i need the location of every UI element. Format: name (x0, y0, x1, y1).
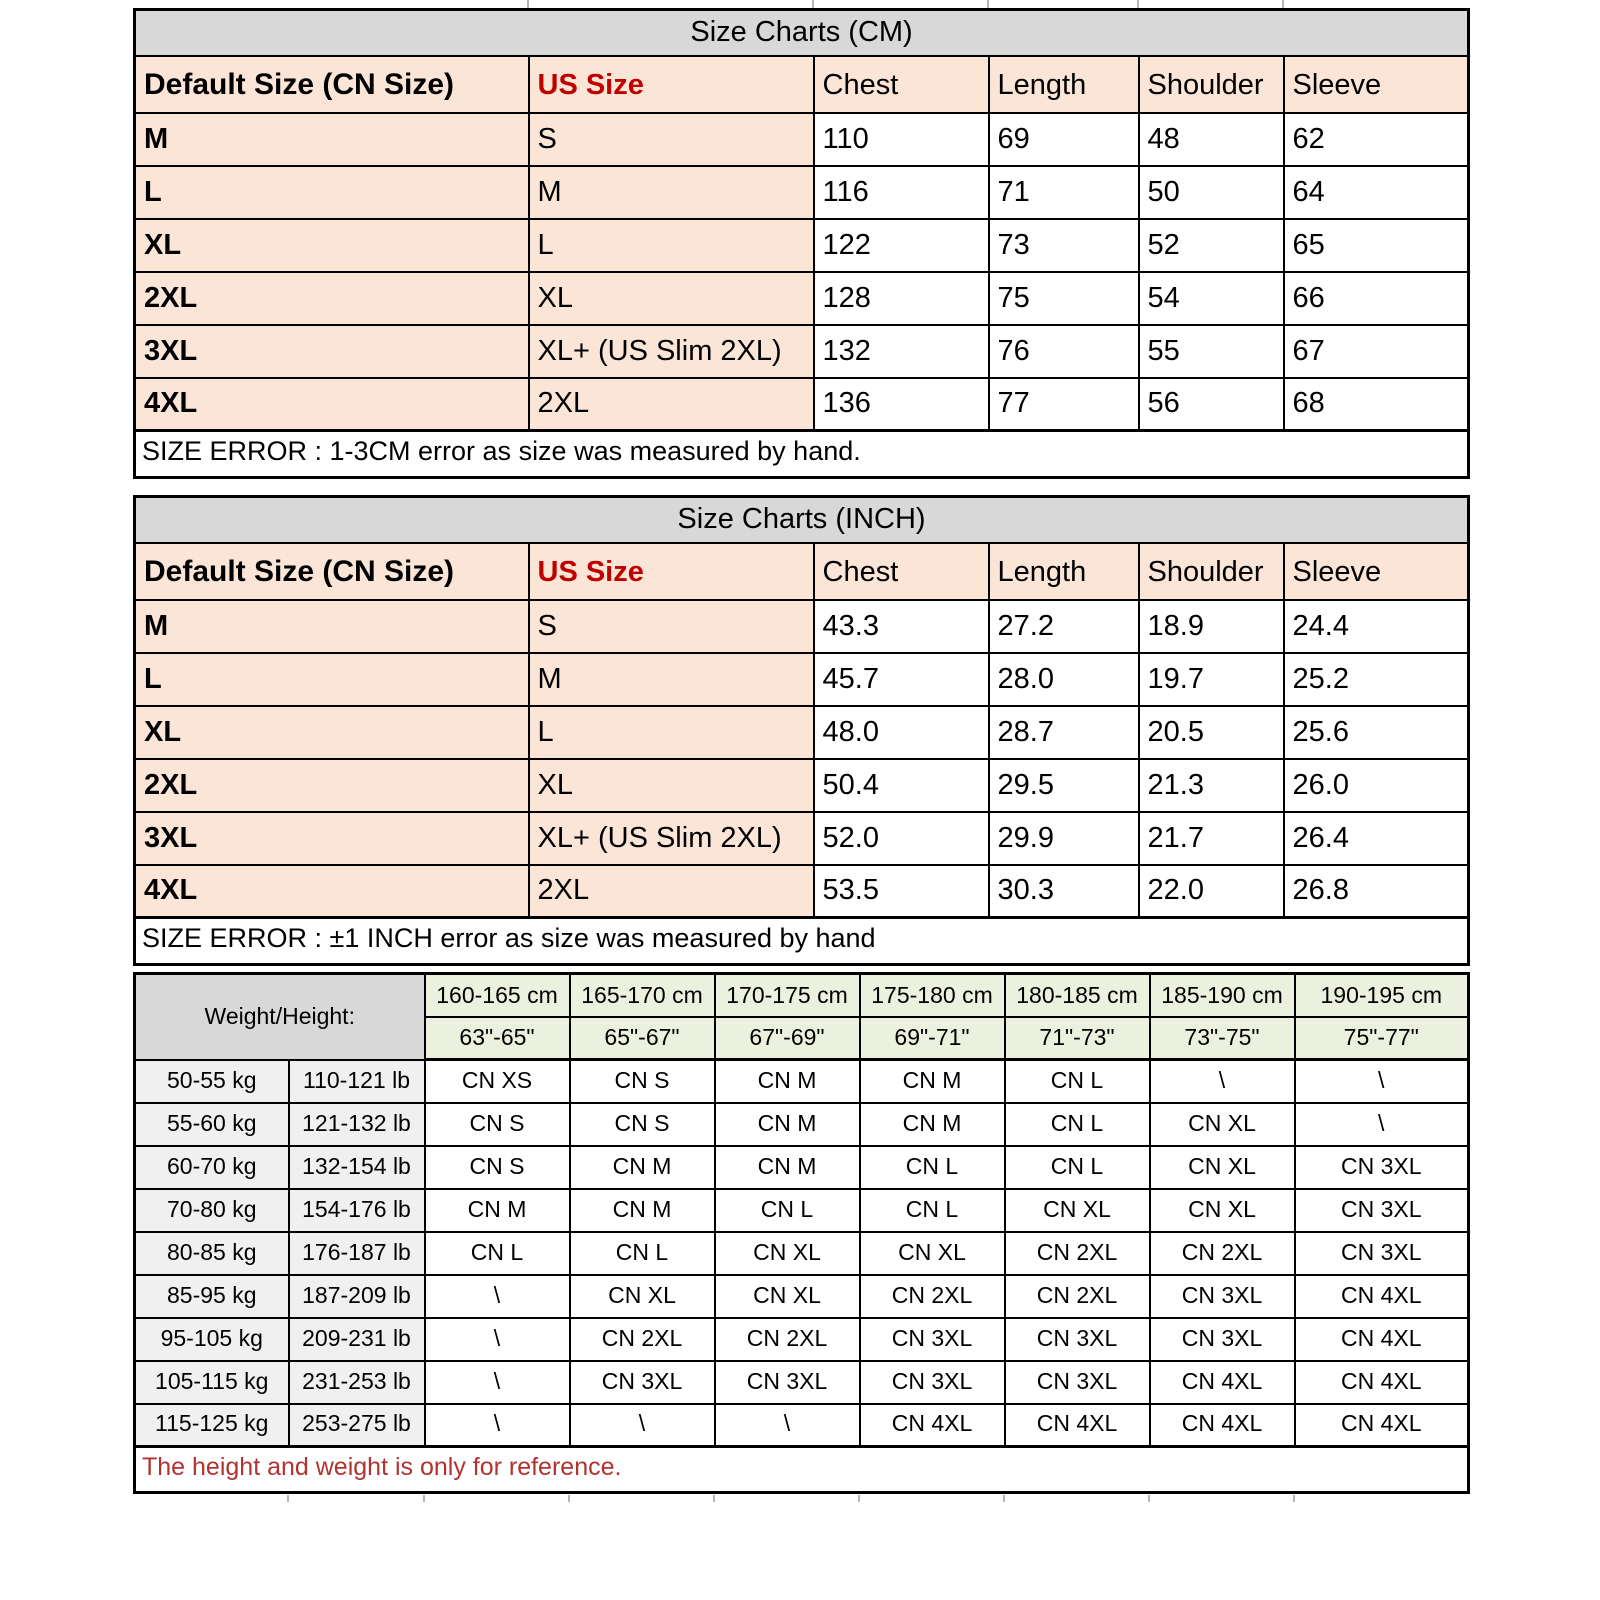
gridline-stub (812, 0, 814, 8)
weight-kg-cell: 50-55 kg (135, 1060, 289, 1103)
cn-size-cell: 3XL (135, 325, 529, 378)
us-size-cell: 2XL (529, 865, 814, 918)
cn-size-cell: XL (135, 219, 529, 272)
cn-size-cell: L (135, 653, 529, 706)
cn-size-cell: L (135, 166, 529, 219)
fit-size-cell: CN M (715, 1060, 860, 1103)
gridline-stub (1293, 1495, 1295, 1502)
table-row (135, 1060, 1469, 1103)
fit-size-cell: CN S (570, 1103, 715, 1146)
column-header-length: Length (989, 543, 1139, 600)
size-error-note: SIZE ERROR : 1-3CM error as size was measured by hand. (135, 431, 1469, 478)
chest-cell: 53.5 (814, 865, 989, 918)
column-header-sleeve: Sleeve (1284, 543, 1469, 600)
fit-size-cell: CN L (860, 1146, 1005, 1189)
table-row (135, 653, 1469, 706)
us-size-cell: XL (529, 759, 814, 812)
fit-size-cell: CN S (570, 1060, 715, 1103)
cn-size-cell: XL (135, 706, 529, 759)
us-size-cell: M (529, 653, 814, 706)
fit-size-cell: CN XL (1150, 1103, 1295, 1146)
height-cm-header: 165-170 cm (570, 974, 715, 1017)
weight-lb-cell: 154-176 lb (289, 1189, 425, 1232)
sleeve-cell: 24.4 (1284, 600, 1469, 653)
chest-cell: 50.4 (814, 759, 989, 812)
fit-size-cell: CN L (1005, 1103, 1150, 1146)
us-size-cell: 2XL (529, 378, 814, 431)
chest-cell: 43.3 (814, 600, 989, 653)
sleeve-cell: 26.0 (1284, 759, 1469, 812)
fit-size-cell: \ (425, 1275, 570, 1318)
gridline-stub (987, 0, 989, 8)
table-row (135, 1361, 1469, 1404)
height-inch-header: 67"-69" (715, 1017, 860, 1060)
gridline-stubs-top (133, 0, 1467, 8)
cn-size-cell: 3XL (135, 812, 529, 865)
height-inch-header: 73"-75" (1150, 1017, 1295, 1060)
shoulder-cell: 22.0 (1139, 865, 1284, 918)
fit-size-cell: CN L (715, 1189, 860, 1232)
cn-size-cell: 2XL (135, 272, 529, 325)
weight-lb-cell: 187-209 lb (289, 1275, 425, 1318)
table-note-row (135, 431, 1469, 478)
fit-size-cell: CN S (425, 1146, 570, 1189)
shoulder-cell: 52 (1139, 219, 1284, 272)
fit-size-cell: CN XL (1150, 1189, 1295, 1232)
table-title-row (135, 10, 1469, 56)
length-cell: 30.3 (989, 865, 1139, 918)
fit-size-cell: CN XL (860, 1232, 1005, 1275)
fit-size-cell: CN 3XL (1005, 1361, 1150, 1404)
table-row (135, 1404, 1469, 1447)
sleeve-cell: 26.4 (1284, 812, 1469, 865)
sleeve-cell: 66 (1284, 272, 1469, 325)
fit-size-cell: CN M (570, 1146, 715, 1189)
table-row (135, 759, 1469, 812)
sleeve-cell: 62 (1284, 113, 1469, 166)
fit-size-cell: \ (425, 1361, 570, 1404)
shoulder-cell: 19.7 (1139, 653, 1284, 706)
length-cell: 27.2 (989, 600, 1139, 653)
weight-kg-cell: 115-125 kg (135, 1404, 289, 1447)
gridline-stub (1137, 0, 1139, 8)
chest-cell: 128 (814, 272, 989, 325)
fit-size-cell: CN 3XL (1150, 1275, 1295, 1318)
chest-cell: 52.0 (814, 812, 989, 865)
reference-note: The height and weight is only for reference. (135, 1447, 1469, 1493)
sleeve-cell: 65 (1284, 219, 1469, 272)
table-row (135, 1232, 1469, 1275)
cn-size-cell: 4XL (135, 378, 529, 431)
fit-size-cell: CN XL (715, 1232, 860, 1275)
fit-size-cell: \ (1295, 1103, 1469, 1146)
sleeve-cell: 67 (1284, 325, 1469, 378)
column-header-shoulder: Shoulder (1139, 56, 1284, 113)
weight-lb-cell: 121-132 lb (289, 1103, 425, 1146)
column-header-sleeve: Sleeve (1284, 56, 1469, 113)
chest-cell: 132 (814, 325, 989, 378)
gridline-stub (1282, 0, 1284, 8)
length-cell: 29.9 (989, 812, 1139, 865)
height-cm-header: 170-175 cm (715, 974, 860, 1017)
us-size-cell: M (529, 166, 814, 219)
weight-kg-cell: 85-95 kg (135, 1275, 289, 1318)
table-row (135, 706, 1469, 759)
height-cm-header: 185-190 cm (1150, 974, 1295, 1017)
fit-size-cell: CN M (860, 1060, 1005, 1103)
fit-size-cell: CN 4XL (1150, 1404, 1295, 1447)
column-header-cn-size: Default Size (CN Size) (135, 543, 529, 600)
weight-lb-cell: 132-154 lb (289, 1146, 425, 1189)
shoulder-cell: 56 (1139, 378, 1284, 431)
fit-size-cell: \ (1295, 1060, 1469, 1103)
fit-size-cell: CN 4XL (1295, 1275, 1469, 1318)
sleeve-cell: 25.2 (1284, 653, 1469, 706)
cm-table-title: Size Charts (CM) (135, 10, 1469, 56)
fit-size-cell: CN XL (570, 1275, 715, 1318)
fit-size-cell: CN M (715, 1103, 860, 1146)
weight-kg-cell: 60-70 kg (135, 1146, 289, 1189)
sleeve-cell: 26.8 (1284, 865, 1469, 918)
weight-lb-cell: 253-275 lb (289, 1404, 425, 1447)
chest-cell: 122 (814, 219, 989, 272)
fit-size-cell: CN XL (1150, 1146, 1295, 1189)
weight-lb-cell: 176-187 lb (289, 1232, 425, 1275)
shoulder-cell: 54 (1139, 272, 1284, 325)
size-chart-inch-table (133, 495, 1470, 966)
fit-size-cell: \ (425, 1404, 570, 1447)
length-cell: 71 (989, 166, 1139, 219)
fit-size-cell: CN L (570, 1232, 715, 1275)
table-note-row (135, 918, 1469, 965)
fit-size-cell: CN 2XL (570, 1318, 715, 1361)
chest-cell: 136 (814, 378, 989, 431)
weight-kg-cell: 105-115 kg (135, 1361, 289, 1404)
fit-size-cell: CN 3XL (1295, 1232, 1469, 1275)
fit-size-cell: CN 3XL (1295, 1146, 1469, 1189)
fit-size-cell: CN 3XL (570, 1361, 715, 1404)
fit-size-cell: CN 2XL (715, 1318, 860, 1361)
gridline-stub (713, 1495, 715, 1502)
height-cm-header: 160-165 cm (425, 974, 570, 1017)
shoulder-cell: 55 (1139, 325, 1284, 378)
table-title-row (135, 497, 1469, 543)
shoulder-cell: 21.3 (1139, 759, 1284, 812)
table-row (135, 325, 1469, 378)
table-note-row (135, 1447, 1469, 1493)
fit-size-cell: CN L (1005, 1146, 1150, 1189)
table-row (135, 1318, 1469, 1361)
cn-size-cell: 4XL (135, 865, 529, 918)
us-size-cell: L (529, 706, 814, 759)
weight-kg-cell: 70-80 kg (135, 1189, 289, 1232)
gridline-stub (287, 1495, 289, 1502)
weight-lb-cell: 231-253 lb (289, 1361, 425, 1404)
length-cell: 73 (989, 219, 1139, 272)
length-cell: 28.7 (989, 706, 1139, 759)
chest-cell: 116 (814, 166, 989, 219)
length-cell: 29.5 (989, 759, 1139, 812)
table-row (135, 272, 1469, 325)
height-inch-header: 69"-71" (860, 1017, 1005, 1060)
height-inch-header: 71"-73" (1005, 1017, 1150, 1060)
us-size-cell: S (529, 113, 814, 166)
table-row (135, 166, 1469, 219)
shoulder-cell: 48 (1139, 113, 1284, 166)
column-header-us-size: US Size (529, 543, 814, 600)
length-cell: 28.0 (989, 653, 1139, 706)
fit-size-cell: CN 2XL (1005, 1275, 1150, 1318)
height-inch-header: 65"-67" (570, 1017, 715, 1060)
fit-size-cell: CN 3XL (860, 1318, 1005, 1361)
cn-size-cell: M (135, 113, 529, 166)
height-cm-header: 175-180 cm (860, 974, 1005, 1017)
shoulder-cell: 21.7 (1139, 812, 1284, 865)
gridline-stub (1148, 1495, 1150, 1502)
height-inch-header: 75"-77" (1295, 1017, 1469, 1060)
gridline-stub (568, 1495, 570, 1502)
sleeve-cell: 68 (1284, 378, 1469, 431)
us-size-cell: S (529, 600, 814, 653)
weight-kg-cell: 95-105 kg (135, 1318, 289, 1361)
cn-size-cell: M (135, 600, 529, 653)
fit-size-cell: CN L (425, 1232, 570, 1275)
fit-size-cell: CN 3XL (1150, 1318, 1295, 1361)
table-row (135, 600, 1469, 653)
fit-size-cell: CN 2XL (860, 1275, 1005, 1318)
fit-header-cm-row (135, 974, 1469, 1017)
fit-size-cell: CN M (570, 1189, 715, 1232)
sleeve-cell: 64 (1284, 166, 1469, 219)
shoulder-cell: 50 (1139, 166, 1284, 219)
gridline-stub (1003, 1495, 1005, 1502)
column-header-chest: Chest (814, 56, 989, 113)
fit-size-cell: CN M (860, 1103, 1005, 1146)
length-cell: 76 (989, 325, 1139, 378)
chest-cell: 48.0 (814, 706, 989, 759)
chest-cell: 45.7 (814, 653, 989, 706)
height-cm-header: 190-195 cm (1295, 974, 1469, 1017)
inch-table-title: Size Charts (INCH) (135, 497, 1469, 543)
gridline-stub (423, 1495, 425, 1502)
length-cell: 77 (989, 378, 1139, 431)
us-size-cell: XL+ (US Slim 2XL) (529, 812, 814, 865)
shoulder-cell: 18.9 (1139, 600, 1284, 653)
gridline-stub (858, 1495, 860, 1502)
fit-size-cell: CN 3XL (715, 1361, 860, 1404)
weight-height-fit-table (133, 972, 1470, 1494)
fit-size-cell: CN 2XL (1005, 1232, 1150, 1275)
fit-size-cell: \ (570, 1404, 715, 1447)
length-cell: 69 (989, 113, 1139, 166)
fit-size-cell: CN 3XL (860, 1361, 1005, 1404)
size-chart-cm-table (133, 8, 1470, 479)
fit-size-cell: CN 4XL (860, 1404, 1005, 1447)
size-error-note: SIZE ERROR : ±1 INCH error as size was measured by hand (135, 918, 1469, 965)
table-gap (133, 479, 1467, 495)
fit-size-cell: CN 4XL (1295, 1404, 1469, 1447)
fit-size-cell: CN 4XL (1295, 1361, 1469, 1404)
table-row (135, 378, 1469, 431)
sleeve-cell: 25.6 (1284, 706, 1469, 759)
table-header-row (135, 543, 1469, 600)
weight-height-corner-label: Weight/Height: (135, 974, 425, 1060)
us-size-cell: XL+ (US Slim 2XL) (529, 325, 814, 378)
height-inch-header: 63"-65" (425, 1017, 570, 1060)
table-row (135, 1146, 1469, 1189)
fit-size-cell: CN 3XL (1295, 1189, 1469, 1232)
gridline-stub (527, 0, 529, 8)
table-header-row (135, 56, 1469, 113)
weight-kg-cell: 55-60 kg (135, 1103, 289, 1146)
shoulder-cell: 20.5 (1139, 706, 1284, 759)
fit-size-cell: \ (1150, 1060, 1295, 1103)
fit-size-cell: CN 2XL (1150, 1232, 1295, 1275)
column-header-shoulder: Shoulder (1139, 543, 1284, 600)
cn-size-cell: 2XL (135, 759, 529, 812)
fit-size-cell: CN XL (715, 1275, 860, 1318)
fit-size-cell: CN S (425, 1103, 570, 1146)
fit-size-cell: CN 3XL (1005, 1318, 1150, 1361)
fit-size-cell: CN M (715, 1146, 860, 1189)
chest-cell: 110 (814, 113, 989, 166)
table-row (135, 1275, 1469, 1318)
fit-size-cell: CN XL (1005, 1189, 1150, 1232)
gridline-stubs-bottom (133, 1494, 1467, 1503)
fit-size-cell: CN XS (425, 1060, 570, 1103)
fit-size-cell: \ (425, 1318, 570, 1361)
column-header-cn-size: Default Size (CN Size) (135, 56, 529, 113)
table-row (135, 865, 1469, 918)
table-row (135, 219, 1469, 272)
fit-size-cell: \ (715, 1404, 860, 1447)
table-row (135, 113, 1469, 166)
size-chart-page (133, 8, 1467, 1503)
table-row (135, 1103, 1469, 1146)
fit-size-cell: CN 4XL (1150, 1361, 1295, 1404)
height-cm-header: 180-185 cm (1005, 974, 1150, 1017)
fit-size-cell: CN 4XL (1005, 1404, 1150, 1447)
table-row (135, 1189, 1469, 1232)
weight-kg-cell: 80-85 kg (135, 1232, 289, 1275)
weight-lb-cell: 110-121 lb (289, 1060, 425, 1103)
fit-size-cell: CN M (425, 1189, 570, 1232)
weight-lb-cell: 209-231 lb (289, 1318, 425, 1361)
us-size-cell: XL (529, 272, 814, 325)
table-row (135, 812, 1469, 865)
fit-size-cell: CN 4XL (1295, 1318, 1469, 1361)
column-header-us-size: US Size (529, 56, 814, 113)
column-header-chest: Chest (814, 543, 989, 600)
length-cell: 75 (989, 272, 1139, 325)
fit-size-cell: CN L (1005, 1060, 1150, 1103)
column-header-length: Length (989, 56, 1139, 113)
fit-size-cell: CN L (860, 1189, 1005, 1232)
us-size-cell: L (529, 219, 814, 272)
